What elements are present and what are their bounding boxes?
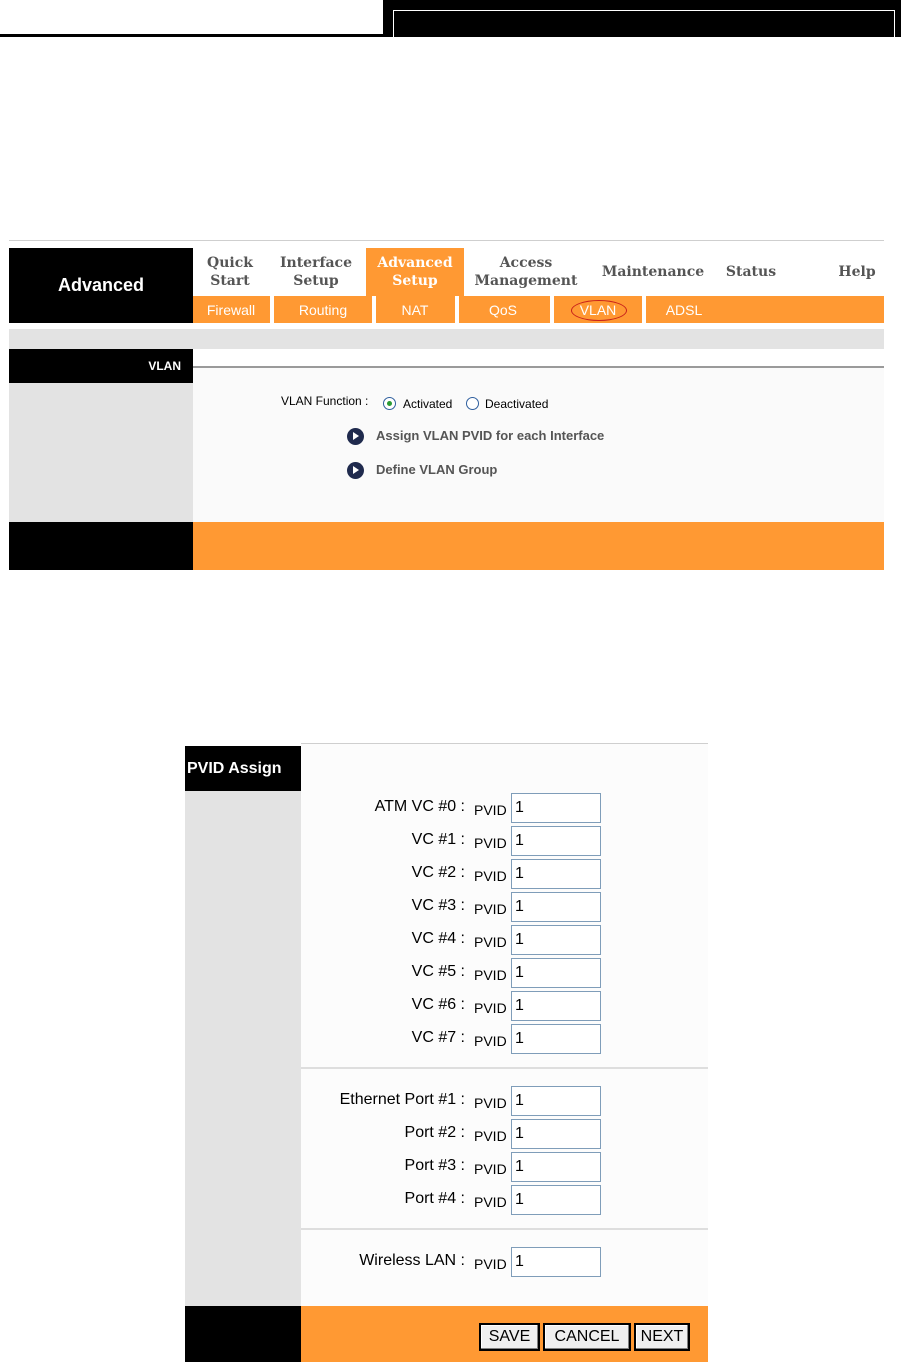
- pvid-prefix: PVID: [474, 1161, 507, 1177]
- pvid-input-vc3[interactable]: [511, 892, 601, 922]
- advanced-vlan-screen: [9, 240, 884, 570]
- footer-left: [185, 1306, 301, 1362]
- pvid-prefix: PVID: [474, 1095, 507, 1111]
- radio-deactivated-icon[interactable]: [466, 397, 479, 410]
- pvid-assign-screen: [185, 743, 708, 1362]
- pvid-prefix: PVID: [474, 967, 507, 983]
- row-label-vc6: VC #6 :: [411, 996, 465, 1013]
- menu-interface-setup[interactable]: Interface Setup: [279, 255, 352, 289]
- circle-arrow-right-icon[interactable]: [347, 462, 364, 479]
- submenu-routing[interactable]: Routing: [298, 301, 348, 318]
- radio-deactivated-label[interactable]: Deactivated: [485, 397, 549, 411]
- menu-advanced-setup[interactable]: Advanced Setup: [366, 248, 464, 296]
- submenu-separator: [642, 296, 646, 323]
- pvid-prefix: PVID: [474, 1256, 507, 1272]
- pvid-prefix: PVID: [474, 901, 507, 917]
- submenu-qos[interactable]: QoS: [488, 301, 517, 318]
- left-panel: [9, 383, 193, 522]
- row-label-vc5: VC #5 :: [411, 963, 465, 980]
- row-label-ethernet-port1: Ethernet Port #1 :: [339, 1091, 465, 1108]
- section-title-pvid-assign: PVID Assign: [185, 746, 301, 791]
- group-divider: [301, 1067, 708, 1069]
- vlan-function-label: VLAN Function :: [281, 394, 369, 408]
- next-button[interactable]: NEXT: [634, 1323, 690, 1351]
- header-rule: [0, 34, 383, 37]
- content-area: [301, 744, 708, 1306]
- link-assign-vlan-pvid[interactable]: Assign VLAN PVID for each Interface: [376, 428, 605, 443]
- row-label-vc7: VC #7 :: [411, 1029, 465, 1046]
- footer-bar: [193, 522, 884, 570]
- row-label-atm-vc0: ATM VC #0 :: [374, 798, 465, 815]
- brand-label: Advanced: [9, 248, 193, 323]
- row-label-vc1: VC #1 :: [411, 831, 465, 848]
- pvid-input-port3[interactable]: [511, 1152, 601, 1182]
- pvid-input-vc6[interactable]: [511, 991, 601, 1021]
- pvid-input-vc2[interactable]: [511, 859, 601, 889]
- submenu-separator: [550, 296, 554, 323]
- circle-arrow-right-icon[interactable]: [347, 428, 364, 445]
- submenu-separator: [270, 296, 274, 323]
- pvid-prefix: PVID: [474, 835, 507, 851]
- pvid-prefix: PVID: [474, 1128, 507, 1144]
- row-label-port2: Port #2 :: [404, 1124, 465, 1141]
- left-panel: [185, 791, 301, 1306]
- menu-access-management[interactable]: Access Management: [474, 255, 578, 289]
- group-divider: [301, 1228, 708, 1230]
- radio-activated-label[interactable]: Activated: [403, 397, 453, 411]
- pvid-prefix: PVID: [474, 1194, 507, 1210]
- row-label-vc3: VC #3 :: [411, 897, 465, 914]
- pvid-prefix: PVID: [474, 934, 507, 950]
- pvid-prefix: PVID: [474, 1033, 507, 1049]
- save-button[interactable]: SAVE: [479, 1323, 540, 1351]
- link-define-vlan-group[interactable]: Define VLAN Group: [376, 462, 498, 477]
- pvid-input-vc5[interactable]: [511, 958, 601, 988]
- pvid-input-wireless-lan[interactable]: [511, 1247, 601, 1277]
- menu-quick-start[interactable]: Quick Start: [207, 255, 253, 289]
- content-area: [193, 368, 884, 522]
- pvid-input-vc1[interactable]: [511, 826, 601, 856]
- menu-maintenance[interactable]: Maintenance: [601, 264, 705, 280]
- cancel-button[interactable]: CANCEL: [543, 1323, 631, 1351]
- row-label-vc4: VC #4 :: [411, 930, 465, 947]
- menu-status[interactable]: Status: [725, 264, 777, 280]
- gray-spacer-bar: [9, 329, 884, 349]
- row-label-port3: Port #3 :: [404, 1157, 465, 1174]
- radio-activated-icon[interactable]: [383, 397, 396, 410]
- submenu-separator: [372, 296, 376, 323]
- pvid-input-vc4[interactable]: [511, 925, 601, 955]
- header-block: [383, 0, 901, 37]
- submenu-vlan[interactable]: VLAN: [579, 301, 617, 318]
- submenu-separator: [455, 296, 459, 323]
- top-divider: [9, 240, 884, 241]
- submenu-adsl[interactable]: ADSL: [665, 301, 703, 318]
- pvid-prefix: PVID: [474, 802, 507, 818]
- pvid-prefix: PVID: [474, 1000, 507, 1016]
- row-label-vc2: VC #2 :: [411, 864, 465, 881]
- pvid-input-port4[interactable]: [511, 1185, 601, 1215]
- pvid-input-port2[interactable]: [511, 1119, 601, 1149]
- section-divider: [193, 366, 884, 368]
- pvid-input-ethernet-port1[interactable]: [511, 1086, 601, 1116]
- pvid-input-atm-vc0[interactable]: [511, 793, 601, 823]
- section-title-vlan: VLAN: [9, 349, 193, 383]
- vlan-highlight-ellipse: [571, 300, 627, 321]
- pvid-input-vc7[interactable]: [511, 1024, 601, 1054]
- submenu-nat[interactable]: NAT: [401, 301, 429, 318]
- submenu-firewall[interactable]: Firewall: [206, 301, 256, 318]
- row-label-wireless-lan: Wireless LAN :: [359, 1252, 465, 1269]
- row-label-port4: Port #4 :: [404, 1190, 465, 1207]
- menu-help[interactable]: Help: [838, 264, 876, 280]
- pvid-prefix: PVID: [474, 868, 507, 884]
- footer-left: [9, 522, 193, 570]
